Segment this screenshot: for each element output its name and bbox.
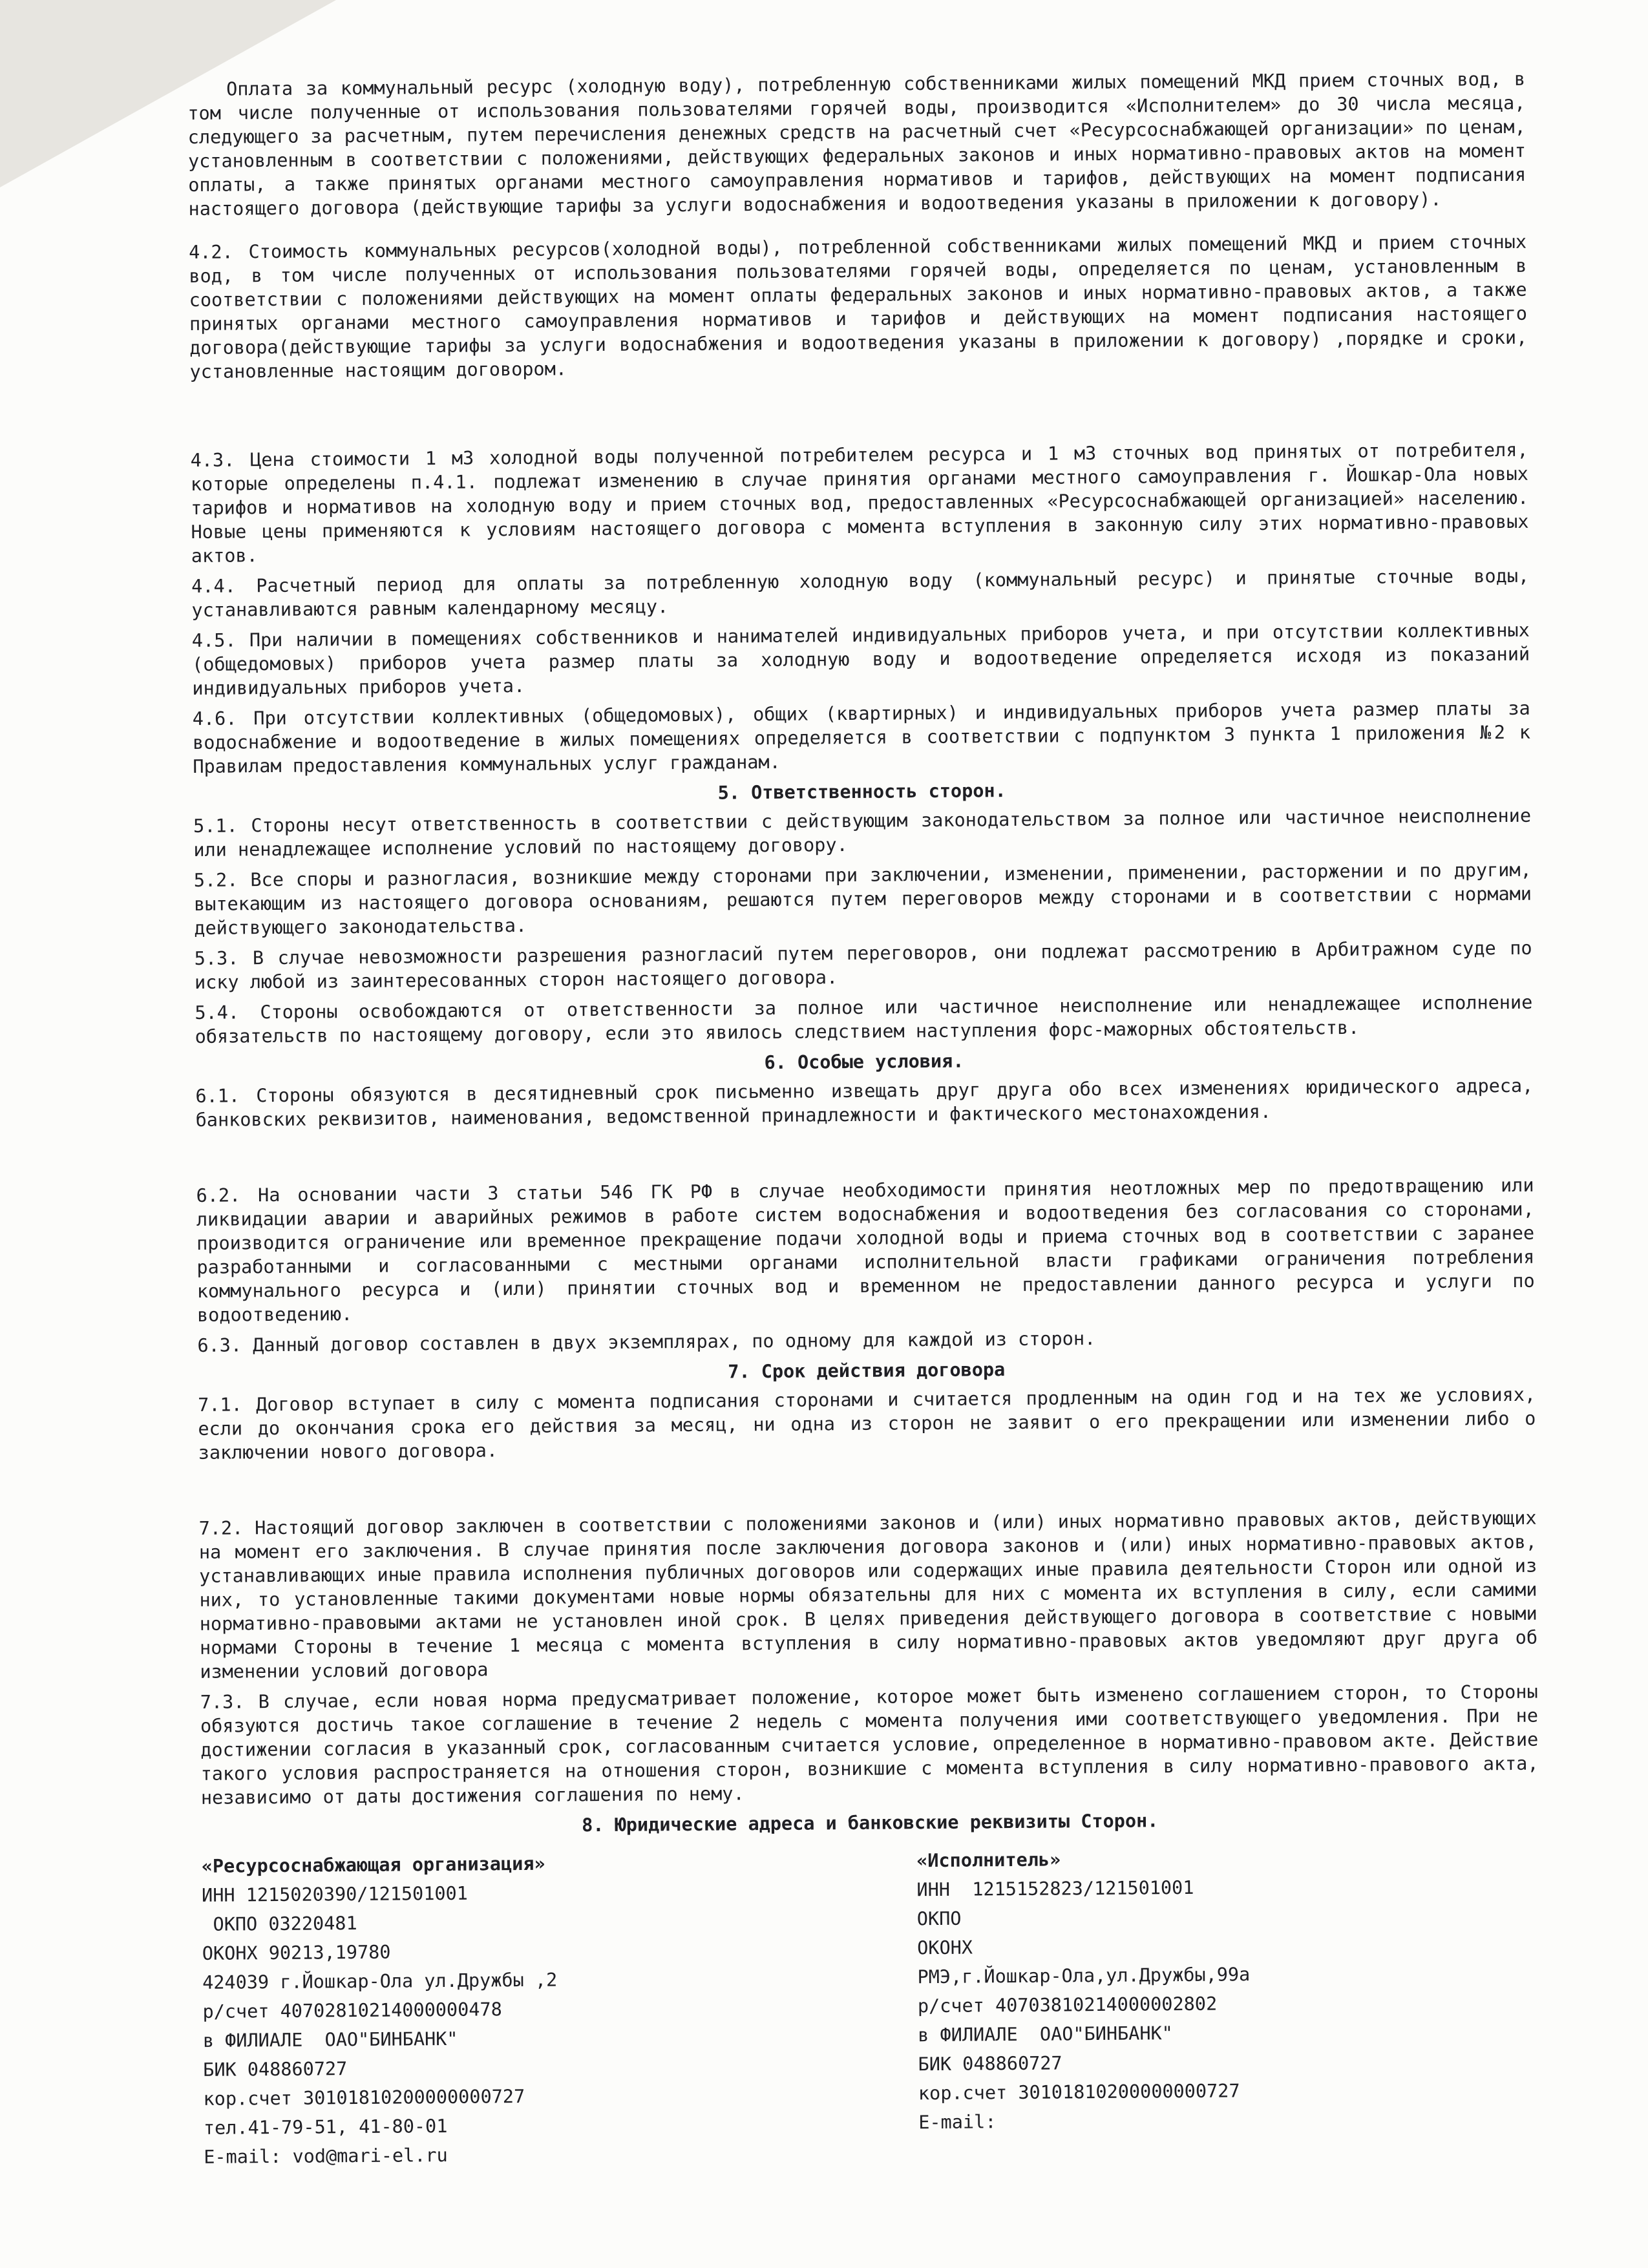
section-5-heading: 5. Ответственность сторон. (717, 780, 1006, 804)
clause-7-1: 7.1. Договор вступает в силу с момента подписания сторонами и считается продленным на один год и на тех же условиях, если до окончания срока его действия за месяц, ни одна из сторон не заявит о его прекращении или изменении либо о заключении нового договора. (198, 1383, 1536, 1464)
clause-4-4: 4.4. Расчетный период для оплаты за потребленную холодную воду (коммунальный ресурс) и принятые сточные воды, устанавливаются равным календарному месяцу. (191, 565, 1530, 621)
clause-4-2: 4.2. Стоимость коммунальных ресурсов(холодной воды), потребленной собственниками жилых помещений МКД и прием сточных вод, в том числе полученных от использования пользователями горячей воды, определяется по ценам, установленным в соответствии с положениями действующих на момент оплаты федеральных законов и иных нормативно-правовых актов, а также принятых органами местного самоуправления нормативов и тарифов и действующих на момент подписания настоящего договора(действующие тарифы за услуги водоснабжения и водоотведения указаны в приложении к договору) ,порядке и сроки, установленные настоящим договором. (188, 231, 1528, 383)
section-6-heading: 6. Особые условия. (764, 1050, 964, 1074)
section-7-heading: 7. Срок действия договора (728, 1359, 1006, 1383)
requisite-line: БИК 048860727 (918, 2052, 1062, 2075)
clause-7-3: 7.3. В случае, если новая норма предусматривает положение, которое может быть изменено соглашением сторон, то Стороны обязуются достичь такое соглашение в течение 2 недель с момента получения ими соответствующего уведомления. При не достижении согласия в указанный срок, согласованным считается условие, определенное в нормативно-правовом акте. Действие такого условия распространяется на отношения сторон, возникшие с момента вступления в силу нормативно-правового акта, независимо от даты достижения соглашения по нему. (200, 1681, 1539, 1809)
clause-4-1: Оплата за коммунальный ресурс (холодную воду), потребленную собственниками жилых помещений МКД прием сточных вод, в том числе полученные от использования пользователями горячей воды, производится «Исполнителем» до 30 числа месяца, следующего за расчетным, путем перечисления денежных средств на расчетный счет «Ресурсоснабжающей организации» по ценам, установленным в соответствии с положениями, действующих федеральных законов и иных нормативно-правовых актов на момент оплаты, а также принятых органами местного самоуправления нормативов и тарифов, действующих на момент подписания настоящего договора (действующие тарифы за услуги водоснабжения и водоотведения указаны в приложении к договору). (187, 68, 1527, 220)
resource-supplier-requisites (202, 1847, 846, 2172)
clause-4-6: 4.6. При отсутствии коллективных (общедомовых), общих (квартирных) и индивидуальных приборов учета размер платы за водоснабжение и водоотведение в жилых помещениях определяется в соответствии с подпунктом 3 пункта 1 приложения №2 к Правилам предоставления коммунальных услуг гражданам. (192, 697, 1531, 777)
clause-6-1: 6.1. Стороны обязуются в десятидневный срок письменно извещать друг друга обо всех изменениях юридического адреса, банковских реквизитов, наименования, ведомственной принадлежности и фактического местонахождения. (195, 1075, 1534, 1131)
requisite-line: ИНН 1215020390/121501001 (201, 1882, 469, 1906)
party-requisites (202, 1842, 1542, 2172)
requisite-line: кор.счет 30101810200000000727 (918, 2080, 1240, 2105)
clause-5-1: 5.1. Стороны несут ответственность в соответствии с действующим законодательством за полное или частичное неисполнение или ненадлежащее исполнение условий по настоящему договору. (193, 804, 1532, 861)
requisite-line: 424039 г.Йошкар-Ола ул.Дружбы ,2 (202, 1969, 558, 1993)
clause-4-5: 4.5. При наличии в помещениях собственников и нанимателей индивидуальных приборов учета, и при отсутствии коллективных (общедомовых) приборов учета размер платы за холодную воду и водоотведение определяется исходя из показаний индивидуальных приборов учета. (191, 619, 1530, 699)
requisite-line: ОКОНХ 90213,19780 (202, 1941, 391, 1964)
requisite-line: в ФИЛИАЛЕ ОАО"БИНБАНК" (918, 2022, 1174, 2046)
requisite-line: ОКПО 03220481 (202, 1913, 357, 1935)
clause-5-3: 5.3. В случае невозможности разрешения разногласий путем переговоров, они подлежат рассмотрению в Арбитражном суде по иску любой из заинтересованных сторон настоящего договора. (194, 937, 1532, 993)
requisite-line: E-mail: vod@mari-el.ru (204, 2144, 448, 2168)
requisite-line: ОКОНХ (917, 1937, 973, 1959)
requisite-line: в ФИЛИАЛЕ ОАО"БИНБАНК" (202, 2028, 458, 2052)
requisite-line: р/счет 40703810214000002802 (917, 1993, 1218, 2017)
clause-4-3: 4.3. Цена стоимости 1 м3 холодной воды полученной потребителем ресурса и 1 м3 сточных вод принятых от потребителя, которые определены п.4.1. подлежат изменению в случае принятия органами местного самоуправления г. Йошкар-Ола новых тарифов и нормативов на холодную воду и прием сточных вод, предоставленных «Ресурсоснабжающей организацией» населению. Новые цены применяются к условиям настоящего договора с момента вступления в законную силу этих нормативно-правовых актов. (190, 439, 1529, 567)
requisite-line: р/счет 40702810214000000478 (202, 1999, 502, 2022)
requisite-line: ИНН 1215152823/121501001 (916, 1876, 1194, 1901)
requisite-line: E-mail: (918, 2111, 997, 2134)
requisite-line: ОКПО (916, 1907, 962, 1930)
requisite-line: тел.41-79-51, 41-80-01 (203, 2115, 448, 2139)
party-title: «Исполнитель» (916, 1849, 1061, 1872)
requisite-line: РМЭ,г.Йошкар-Ола,ул.Дружбы,99а (917, 1964, 1251, 1988)
party-title: «Ресурсоснабжающая организация» (201, 1853, 545, 1877)
clause-6-3: 6.3. Данный договор составлен в двух экземплярах, по одному для каждой из сторон. (197, 1328, 1096, 1356)
clause-5-4: 5.4. Стороны освобождаются от ответственности за полное или частичное неисполнение или ненадлежащее исполнение обязательств по настоящему договору, если это явилось следствием наступления форс-мажорных обстоятельств. (195, 991, 1533, 1047)
contract-page (187, 67, 1541, 2172)
clause-5-2: 5.2. Все споры и разногласия, возникшие между сторонами при заключении, изменении, применении, расторжении и по другим, вытекающим из настоящего договора основаниям, решаются путем переговоров между сторонами и в соответствии с нормами действующего законодательства. (193, 859, 1532, 939)
requisite-line: кор.счет 30101810200000000727 (203, 2085, 525, 2110)
executor-requisites (897, 1842, 1541, 2167)
requisite-line: БИК 048860727 (203, 2058, 348, 2081)
section-8-heading: 8. Юридические адреса и банковские реквизиты Сторон. (582, 1810, 1159, 1836)
clause-6-2: 6.2. На основании части 3 статьи 546 ГК РФ в случае необходимости принятия неотложных мер по предотвращению или ликвидации аварии и аварийных режимов в работе систем водоснабжения и водоотведения без согласования со сторонами, производится ограничение или временное прекращение подачи холодной воды и приема сточных вод в соответствии с заранее разработанными и согласованными с местными органами исполнительной власти графиками ограничения потребления коммунального ресурса и (или) принятии сточных вод и временном не предоставлении данного ресурса и услуги по водоотведению. (196, 1174, 1535, 1326)
clause-7-2: 7.2. Настоящий договор заключен в соответствии с положениями законов и (или) иных нормативно правовых актов, действующих на момент его заключения. В случае принятия после заключения договора законов и (или) иных нормативно-правовых актов, устанавливающих иные правила исполнения публичных договоров или содержащих иные правила деятельности Сторон или одной из них, то установленные такими документами новые нормы обязательны для них с момента их вступления в силу, если самими нормативно-правовыми актами не установлен иной срок. В целях приведения действующего договора в соответствие с новыми нормами Стороны в течение 1 месяца с момента вступления в силу нормативно-правовых актов уведомляют друг друга об изменении условий договора (198, 1507, 1538, 1683)
